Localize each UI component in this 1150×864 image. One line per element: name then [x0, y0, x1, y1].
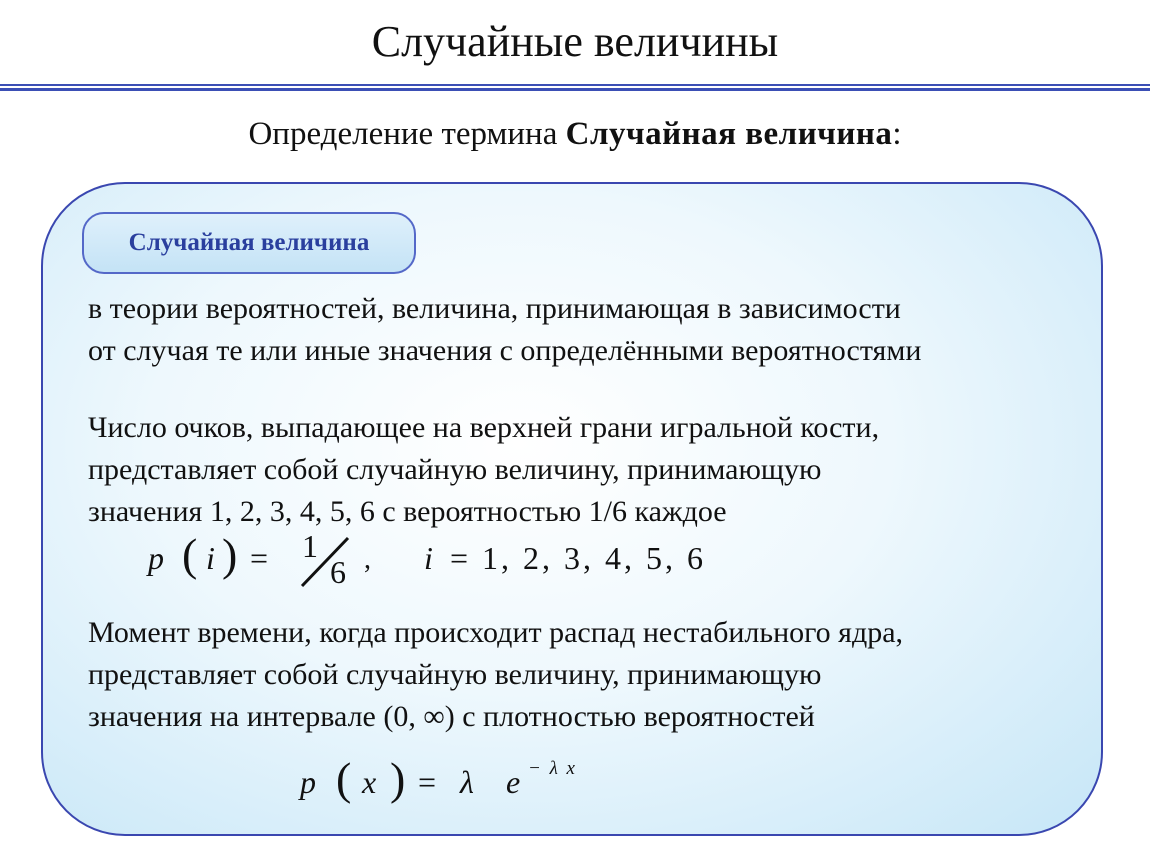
density-formula: [300, 752, 620, 822]
formula1-denominator: 6: [330, 554, 346, 590]
subtitle-suffix: :: [892, 116, 902, 152]
formula2-exponent: − λ x: [528, 758, 577, 779]
decay-example-line: представляет собой случайную величину, принимающую: [88, 658, 822, 691]
formula2-func: p: [300, 764, 316, 800]
subtitle: [0, 112, 1150, 156]
formula1-equals: =: [250, 540, 269, 576]
dice-example-line: Число очков, выпадающее на верхней грани игральной кости,: [88, 411, 880, 444]
formula1-numerator: 1: [302, 528, 318, 564]
formula1-comma: ,: [364, 544, 371, 575]
subtitle-prefix: Определение термина: [248, 116, 566, 152]
formula1-close-paren: ): [222, 529, 238, 580]
definition-text: [88, 288, 921, 372]
term-badge: Случайная величина: [82, 212, 416, 274]
subtitle-term: Случайная величина: [565, 116, 893, 152]
dice-example-line: значения 1, 2, 3, 4, 5, 6 с вероятностью 1/6 каждое: [88, 495, 727, 528]
formula2-arg: x: [362, 764, 377, 800]
formula1-func: p: [148, 540, 164, 576]
decay-example-text: [88, 612, 903, 738]
title-divider-thin: [0, 84, 1150, 86]
slide-title: Случайные величины: [371, 17, 779, 66]
formula1-arg: i: [206, 540, 215, 576]
formula1-open-paren: (: [182, 529, 198, 580]
formula2-equals: =: [418, 764, 437, 800]
formula1-var: i: [424, 540, 433, 576]
decay-example-line: значения на интервале (0, ∞) с плотностью вероятностей: [88, 700, 815, 733]
decay-example-line: Момент времени, когда происходит распад нестабильного ядра,: [88, 616, 904, 649]
dice-probability-formula: [148, 528, 848, 598]
formula1-values: = 1, 2, 3, 4, 5, 6: [450, 540, 707, 576]
title-divider-thick: [0, 88, 1150, 91]
formula2-close-paren: ): [390, 753, 406, 804]
formula2-base: e: [506, 764, 521, 800]
dice-example-line: представляет собой случайную величину, принимающую: [88, 453, 822, 486]
definition-line: от случая те или иные значения с определёнными вероятностями: [88, 334, 922, 367]
definition-line: в теории вероятностей, величина, принимающая в зависимости: [88, 292, 901, 325]
title-divider: [0, 84, 1150, 91]
formula2-lambda: λ: [460, 764, 474, 800]
formula2-open-paren: (: [336, 753, 352, 804]
dice-example-text: [88, 407, 879, 533]
